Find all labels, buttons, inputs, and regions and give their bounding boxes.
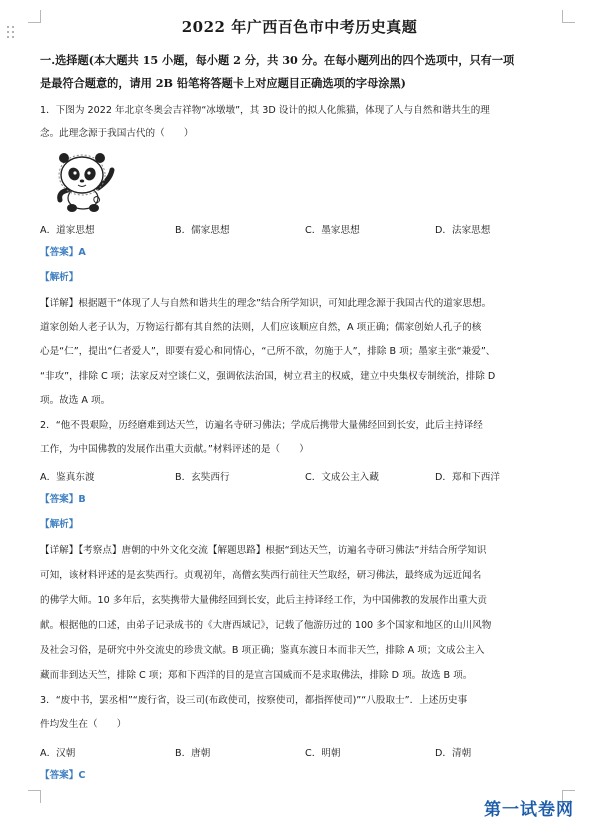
q2-detail-line4: 献。根据他的口述，由弟子记录成书的《大唐西域记》，记载了他游历过的 100 多个国家和地区的山川风物	[40, 620, 492, 631]
site-watermark: 第一试卷网	[484, 800, 574, 820]
q1-detail-line4: “非攻”，排除 C 项；法家反对空谈仁义，强调依法治国，树立君主的权威，建立中央集权专制统治，排除 D	[40, 371, 496, 382]
section-heading-line2: 是最符合题意的，请用 2B 铅笔将答题卡上对应题目正确选项的字母涂黑)	[40, 76, 406, 90]
q2-answer-label: 【答案】	[40, 494, 79, 505]
page-title: 2022 年广西百色市中考历史真题	[181, 18, 418, 36]
corner-mark-bottom-left	[28, 790, 41, 803]
section-heading-line1: 一.选择题(本大题共 15 小题，每小题 2 分，共 30 分。在每小题列出的四个选项中，只有一项	[40, 53, 515, 67]
q1-answer	[40, 245, 86, 261]
q3-stem-line1: 3．“废中书，罢丞相”“废行省，设三司(布政使司，按察使司，都指挥使司)”“八股取士”．上述历史事	[40, 695, 468, 706]
q2-stem-line1: 2．“他不畏艰险，历经磨难到达天竺，访遍名寺研习佛法；学成后携带大量佛经回到长安，此后主持译经	[40, 420, 483, 431]
q1-detail-line1: 【详解】根据题干“体现了人与自然和谐共生的理念”结合所学知识，可知此理念源于我国古代的道家思想。	[40, 298, 492, 309]
q2-option-d: D．郑和下西洋	[435, 472, 500, 483]
q2-option-b: B．玄奘西行	[175, 472, 230, 483]
q1-detail-line5: 项。故选 A 项。	[40, 395, 111, 406]
q1-stem-line2: 念。此理念源于我国古代的（ ）	[40, 128, 194, 139]
q1-stem-line1: 1．下图为 2022 年北京冬奥会吉祥物“冰墩墩”，其 3D 设计的拟人化熊猫，体现了人与自然和谐共生的理	[40, 105, 490, 116]
panda-mascot-image	[50, 150, 120, 214]
q1-answer-label: 【答案】	[40, 247, 79, 258]
q3-option-b: B．唐朝	[175, 748, 211, 759]
q2-option-a: A．鉴真东渡	[40, 472, 95, 483]
q2-detail-line1: 【详解】【考察点】唐朝的中外文化交流【解题思路】根据“到达天竺，访遍名寺研习佛法”并结合所学知识	[40, 545, 487, 556]
q1-detail-line3: 心是“仁”，提出“仁者爱人”，即要有爱心和同情心，“己所不欲，勿施于人”，排除 B 项；墨家主张“兼爱”、	[40, 346, 496, 357]
q2-detail-line6: 藏而非到达天竺，排除 C 项；郑和下西洋的目的是宣言国威而不是求取佛法，排除 D 项。故选 B 项。	[40, 670, 473, 681]
q1-detail-line2: 道家创始人老子认为，万物运行都有其自然的法则，人们应该顺应自然，A 项正确；儒家创始人孔子的核	[40, 322, 482, 333]
q1-option-c: C．墨家思想	[305, 225, 360, 236]
q3-option-a: A．汉朝	[40, 748, 76, 759]
q3-answer-label: 【答案】	[40, 770, 79, 781]
q2-detail-line2: 可知，该材料评述的是玄奘西行。贞观初年，高僧玄奘西行前往天竺取经，研习佛法，最终成为远近闻名	[40, 570, 482, 581]
q3-answer-value: C	[78, 770, 86, 781]
q2-analysis-label: 【解析】	[40, 519, 79, 530]
q2-stem-line2: 工作，为中国佛教的发展作出重大贡献。”材料评述的是（ ）	[40, 444, 309, 455]
q2-option-c: C．文成公主入藏	[305, 472, 379, 483]
q3-option-c: C．明朝	[305, 748, 341, 759]
q3-option-d: D．清朝	[435, 748, 472, 759]
q2-detail-line5: 及社会习俗，是研究中外交流史的珍贵文献。B 项正确；鉴真东渡日本而非天竺，排除 A 项；文成公主入	[40, 645, 485, 656]
q3-answer	[40, 768, 85, 784]
q2-answer	[40, 492, 86, 508]
q1-option-b: B．儒家思想	[175, 225, 230, 236]
q1-analysis-label: 【解析】	[40, 272, 79, 283]
q3-stem-line2: 件均发生在（ ）	[40, 719, 127, 730]
q2-detail-line3: 的佛学大师。10 多年后，玄奘携带大量佛经回到长安，此后主持译经工作，为中国佛教的发展作出重大贡	[40, 595, 487, 606]
q2-answer-value: B	[78, 494, 86, 505]
q1-option-a: A．道家思想	[40, 225, 95, 236]
q1-answer-value: A	[78, 247, 86, 258]
q1-option-d: D．法家思想	[435, 225, 491, 236]
